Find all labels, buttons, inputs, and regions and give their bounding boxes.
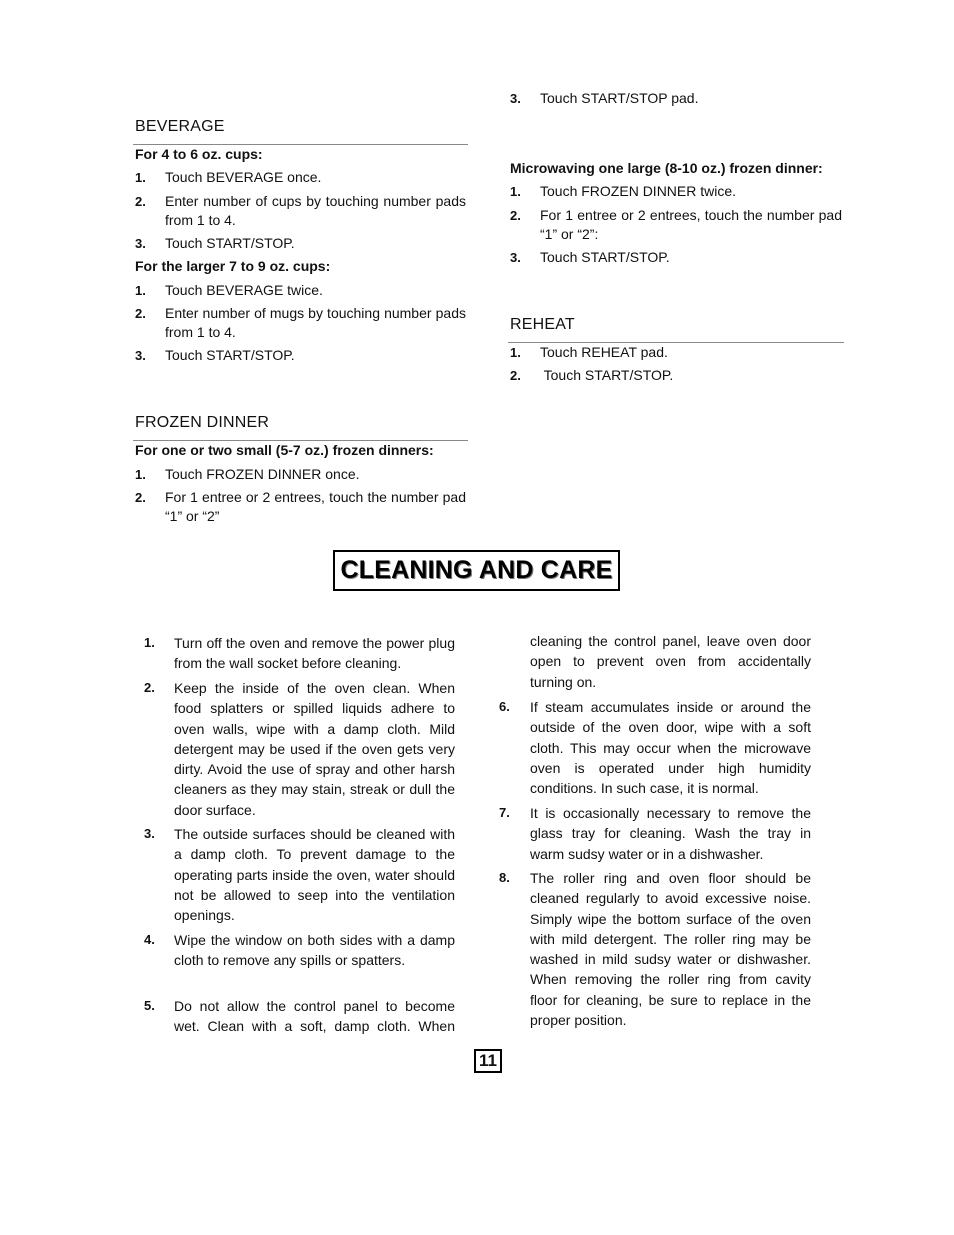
- item-text: cleaning the control panel, leave oven door open to prevent oven from accidentally turning on.: [530, 633, 811, 690]
- step-number: 3.: [510, 250, 521, 265]
- beverage-heading: BEVERAGE: [135, 118, 225, 135]
- step-text: Touch BEVERAGE twice.: [165, 282, 323, 298]
- item-text: If steam accumulates inside or around the outside of the oven door, wipe with a soft cloth. This may occur when the microwave oven is operated under high humidity conditions. In such case, it is normal.: [530, 699, 811, 797]
- step-text: Touch FROZEN DINNER twice.: [540, 183, 737, 199]
- step-text: Touch BEVERAGE once.: [165, 169, 322, 185]
- step-number: 2.: [510, 368, 521, 383]
- frozen-dinner-small-label: For one or two small (5-7 oz.) frozen dinners:: [135, 442, 434, 458]
- step-number: 1.: [135, 467, 146, 482]
- step-number: 2.: [135, 306, 146, 321]
- section-title-box: [333, 550, 620, 591]
- item-number: 6.: [499, 699, 510, 714]
- step-text: Enter number of mugs by touching number pads from 1 to 4.: [165, 305, 466, 340]
- item-text: The outside surfaces should be cleaned with a damp cloth. To prevent damage to the operating parts inside the oven, water should not be allowed to seep into the ventilation openings.: [174, 826, 455, 924]
- step-text: Enter number of cups by touching number pads from 1 to 4.: [165, 193, 466, 228]
- frozen-dinner-large-label: Microwaving one large (8-10 oz.) frozen dinner:: [510, 160, 823, 176]
- item-text: It is occasionally necessary to remove the glass tray for cleaning. Wash the tray in warm sudsy water or in a dishwasher.: [530, 805, 811, 862]
- step-text: Touch START/STOP.: [165, 235, 295, 251]
- step-number: 2.: [135, 194, 146, 209]
- item-number: 1.: [144, 635, 155, 650]
- reheat-heading: REHEAT: [510, 316, 575, 333]
- item-number: 7.: [499, 805, 510, 820]
- step-text: Touch START/STOP.: [540, 367, 674, 383]
- step-number: 3.: [135, 348, 146, 363]
- page-title: CLEANING AND CARE: [340, 556, 613, 584]
- step-text: For 1 entree or 2 entrees, touch the number pad “1” or “2”: [165, 489, 466, 524]
- step-text: Touch FROZEN DINNER once.: [165, 466, 360, 482]
- frozen-dinner-heading: FROZEN DINNER: [135, 414, 270, 431]
- item-text: The roller ring and oven floor should be cleaned regularly to avoid excessive noise. Simply wipe the bottom surface of the oven with mild detergent. The roller ring may be washed in mild sudsy water or dishwasher. When removing the roller ring from cavity floor for cleaning, be sure to replace in the proper position.: [530, 870, 811, 1029]
- item-text: Do not allow the control panel to become wet. Clean with a soft, damp cloth. When: [174, 998, 455, 1035]
- step-text: Touch REHEAT pad.: [540, 344, 668, 360]
- step-number: 2.: [510, 208, 521, 223]
- step-text: Touch START/STOP.: [540, 249, 670, 265]
- step-number: 2.: [135, 490, 146, 505]
- frozen-dinner-divider: [133, 440, 468, 441]
- step-number: 3.: [510, 91, 521, 106]
- step-number: 1.: [510, 184, 521, 199]
- step-text: Touch START/STOP.: [165, 347, 295, 363]
- beverage-divider: [133, 144, 468, 145]
- item-number: 4.: [144, 932, 155, 947]
- step-number: 3.: [135, 236, 146, 251]
- item-text: Turn off the oven and remove the power plug from the wall socket before cleaning.: [174, 635, 455, 672]
- beverage-large-cups-label: For the larger 7 to 9 oz. cups:: [135, 258, 331, 274]
- item-text: Wipe the window on both sides with a damp cloth to remove any spills or spatters.: [174, 932, 455, 969]
- beverage-small-cups-label: For 4 to 6 oz. cups:: [135, 146, 263, 162]
- item-number: 5.: [144, 998, 155, 1013]
- step-number: 1.: [135, 170, 146, 185]
- step-text: Touch START/STOP pad.: [540, 90, 699, 106]
- item-number: 8.: [499, 870, 510, 885]
- page-number: 11: [474, 1049, 502, 1073]
- step-number: 1.: [135, 283, 146, 298]
- item-number: 3.: [144, 826, 155, 841]
- step-number: 1.: [510, 345, 521, 360]
- item-number: 2.: [144, 680, 155, 695]
- step-text: For 1 entree or 2 entrees, touch the number pad “1” or “2”:: [540, 207, 842, 242]
- item-text: Keep the inside of the oven clean. When food splatters or spilled liquids adhere to oven walls, wipe with a damp cloth. Mild detergent may be used if the oven gets very dirty. Avoid the use of spray and other harsh cleaners as they may stain, streak or dull the door surface.: [174, 680, 455, 818]
